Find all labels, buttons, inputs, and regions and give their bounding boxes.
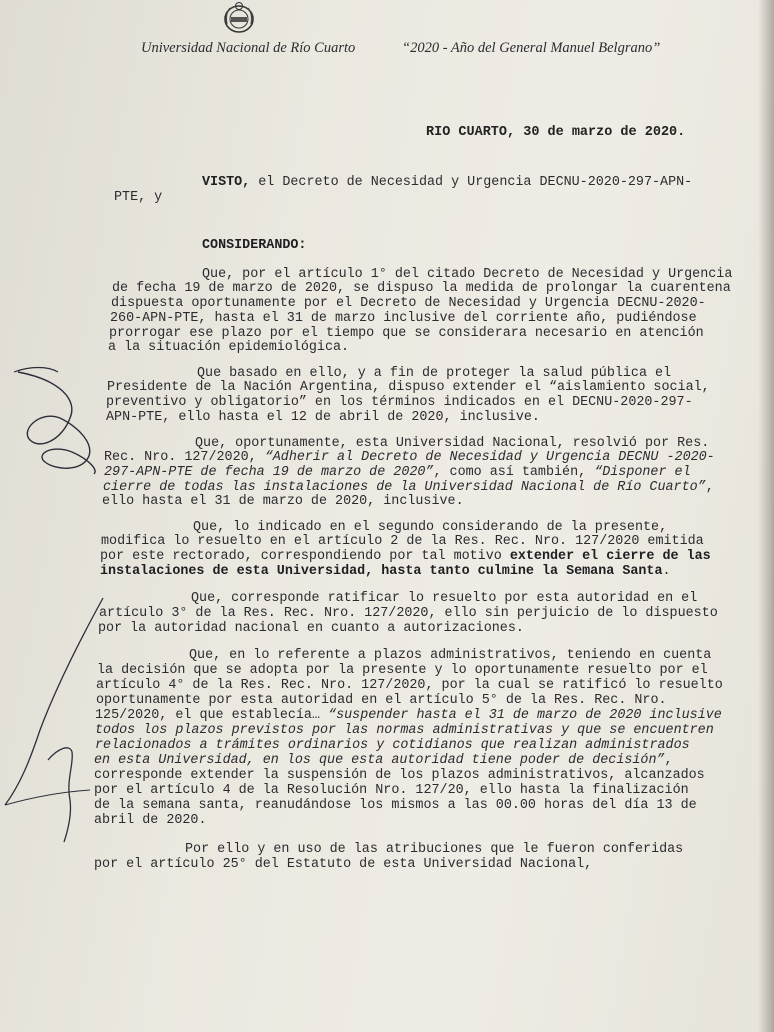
- para3-line-2: Rec. Nro. 127/2020, “Adherir al Decreto de Necesidad y Urgencia DECNU -2020-: [104, 450, 715, 465]
- para1-line-4: 260-APN-PTE, hasta el 31 de marzo inclusive del corriente año, pudiéndose: [110, 311, 697, 326]
- para6-line-5: 125/2020, el que establecía… “suspender hasta el 31 de marzo de 2020 inclusive: [95, 708, 722, 723]
- page-edge-shadow: [758, 0, 774, 1032]
- para2-line-3: preventivo y obligatorio” en los términos indicados en el DECNU-2020-297-: [106, 395, 693, 410]
- para1-line-3: dispuesta oportunamente por el Decreto de Necesidad y Urgencia DECNU-2020-: [111, 296, 706, 311]
- para6-line-12: abril de 2020.: [94, 813, 207, 828]
- para6-line-3: artículo 4° de la Res. Rec. Nro. 127/2020, por la cual se ratificó lo resuelto: [96, 678, 723, 693]
- para3-line-4: cierre de todas las instalaciones de la Universidad Nacional de Río Cuarto”,: [103, 480, 714, 495]
- para1-line-2: de fecha 19 de marzo de 2020, se dispuso la medida de prolongar la cuarentena: [112, 281, 731, 296]
- para4-line-1: Que, lo indicado en el segundo considerando de la presente,: [193, 520, 668, 535]
- visto-line: [202, 175, 692, 190]
- visto-text: el Decreto de Necesidad y Urgencia DECNU-2020-297-APN-: [250, 175, 693, 190]
- para1-line-5: prorrogar ese plazo por el tiempo que se considerara necesario en atención: [109, 326, 704, 341]
- para6-line-10: por el artículo 4 de la Resolución Nro. 127/20, ello hasta la finalización: [94, 783, 689, 798]
- para6-line-2: la decisión que se adopta por la presente y lo oportunamente resuelto por el: [97, 663, 708, 678]
- date-line: RIO CUARTO, 30 de marzo de 2020.: [426, 125, 686, 140]
- institution-name: Universidad Nacional de Río Cuarto: [141, 40, 356, 56]
- para6-line-9: corresponde extender la suspensión de los plazos administrativos, alcanzados: [94, 768, 705, 783]
- para3-line-3: 297-APN-PTE de fecha 19 de marzo de 2020”, como así también, “Disponer el: [104, 465, 691, 480]
- considerando-label: CONSIDERANDO:: [202, 238, 307, 253]
- para4-line-2: modifica lo resuelto en el artículo 2 de la Res. Rec. Nro. 127/2020 emitida: [101, 534, 704, 549]
- para4-line-4: instalaciones de esta Universidad, hasta tanto culmine la Semana Santa.: [100, 564, 671, 579]
- para1-line-1: Que, por el artículo 1° del citado Decreto de Necesidad y Urgencia: [202, 267, 733, 282]
- para5-line-2: artículo 3° de la Res. Rec. Nro. 127/2020, ello sin perjuicio de lo dispuesto: [99, 606, 718, 621]
- para2-line-1: Que basado en ello, y a fin de proteger la salud pública el: [197, 366, 672, 381]
- coat-of-arms-seal-icon: [222, 0, 256, 34]
- para5-line-3: por la autoridad nacional en cuanto a autorizaciones.: [98, 621, 524, 636]
- year-motto: “2020 - Año del General Manuel Belgrano”: [402, 40, 661, 56]
- para1-line-6: a la situación epidemiológica.: [108, 340, 350, 355]
- para6-line-1: Que, en lo referente a plazos administrativos, teniendo en cuenta: [189, 648, 712, 663]
- para6-line-4: oportunamente por esta autoridad en el artículo 5° de la Res. Rec. Nro.: [96, 693, 667, 708]
- para2-line-2: Presidente de la Nación Argentina, dispuso extender el “aislamiento social,: [107, 380, 710, 395]
- visto-line-2: PTE, y: [114, 190, 163, 205]
- para3-line-1: Que, oportunamente, esta Universidad Nacional, resolvió por Res.: [195, 436, 710, 451]
- para3-line-5: ello hasta el 31 de marzo de 2020, inclusive.: [102, 494, 464, 509]
- para2-line-4: APN-PTE, ello hasta el 12 de abril de 2020, inclusive.: [106, 410, 540, 425]
- para7-line-2: por el artículo 25° del Estatuto de esta Universidad Nacional,: [94, 857, 593, 872]
- para6-line-8: en esta Universidad, en los que esta autoridad tiene poder de decisión”,: [94, 753, 673, 768]
- visto-label: VISTO,: [202, 175, 251, 190]
- para7-line-1: Por ello y en uso de las atribuciones que le fueron conferidas: [185, 842, 684, 857]
- para6-line-7: relacionados a trámites ordinarios y cotidianos que realizan administrados: [95, 738, 690, 753]
- para4-line-3: por este rectorado, correspondiendo por tal motivo extender el cierre de las: [100, 549, 711, 564]
- para5-line-1: Que, corresponde ratificar lo resuelto por esta autoridad en el: [191, 591, 698, 606]
- para6-line-6: todos los plazos previstos por las normas administrativas y que se encuentren: [95, 723, 714, 738]
- para6-line-11: de la semana santa, reanudándose los mismos a las 00.00 horas del día 13 de: [94, 798, 697, 813]
